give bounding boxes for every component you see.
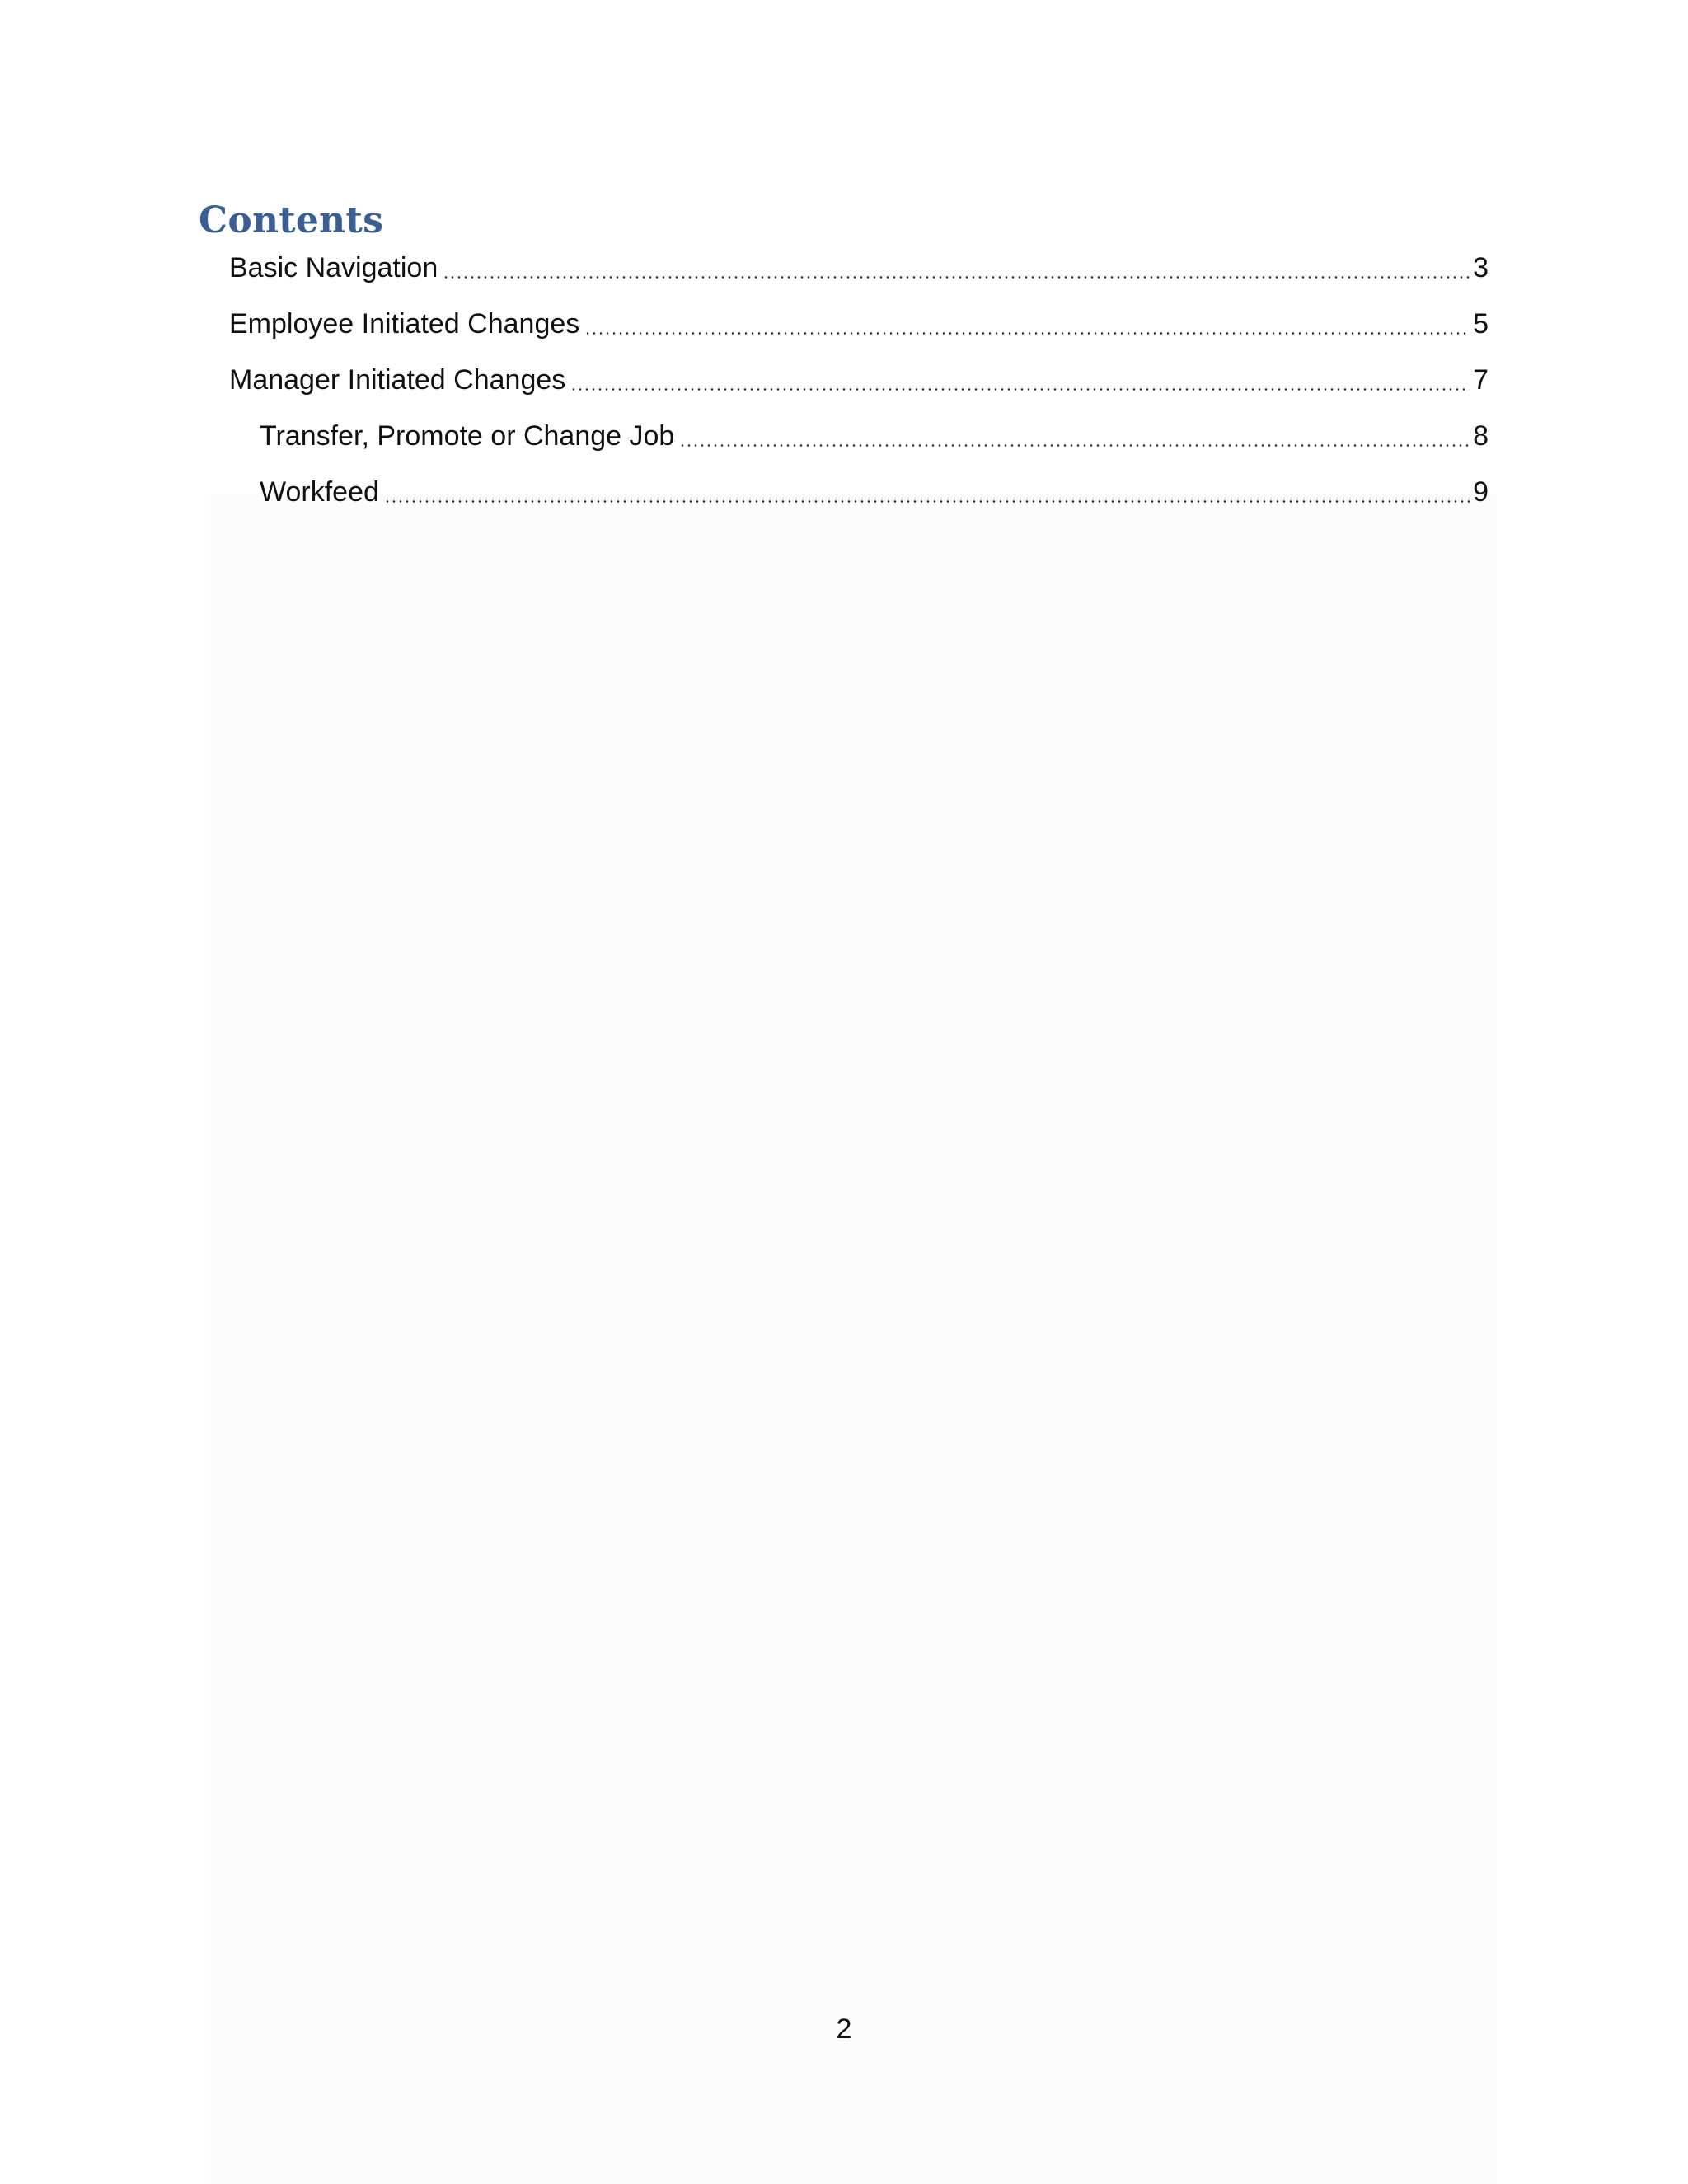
toc-dot-leader bbox=[679, 415, 1470, 457]
toc-entry-page-number: 8 bbox=[1473, 420, 1489, 452]
toc-entry-title: Transfer, Promote or Change Job bbox=[260, 420, 675, 452]
toc-entry-employee-initiated-changes[interactable] bbox=[229, 303, 1489, 344]
toc-entry-title: Basic Navigation bbox=[229, 252, 438, 284]
toc-entry-title: Employee Initiated Changes bbox=[229, 308, 580, 340]
toc-entry-page-number: 5 bbox=[1473, 308, 1489, 340]
toc-entry-page-number: 7 bbox=[1473, 364, 1489, 396]
toc-entry-basic-navigation[interactable] bbox=[229, 247, 1489, 288]
toc-dot-leader bbox=[584, 303, 1470, 344]
toc-entry-page-number: 3 bbox=[1473, 252, 1489, 284]
toc-dot-leader bbox=[384, 471, 1470, 513]
toc-entry-title: Workfeed bbox=[260, 476, 379, 508]
toc-entry-title: Manager Initiated Changes bbox=[229, 364, 566, 396]
toc-dot-leader bbox=[443, 247, 1470, 288]
page-number: 2 bbox=[836, 2013, 852, 2045]
page-background-tint bbox=[210, 494, 1496, 2184]
toc-entry-workfeed[interactable] bbox=[260, 471, 1489, 513]
toc-entry-manager-initiated-changes[interactable] bbox=[229, 359, 1489, 401]
toc-dot-leader bbox=[570, 359, 1470, 401]
toc-entry-page-number: 9 bbox=[1473, 476, 1489, 508]
toc-heading: Contents bbox=[199, 199, 384, 241]
toc-entry-transfer-promote-change-job[interactable] bbox=[260, 415, 1489, 457]
